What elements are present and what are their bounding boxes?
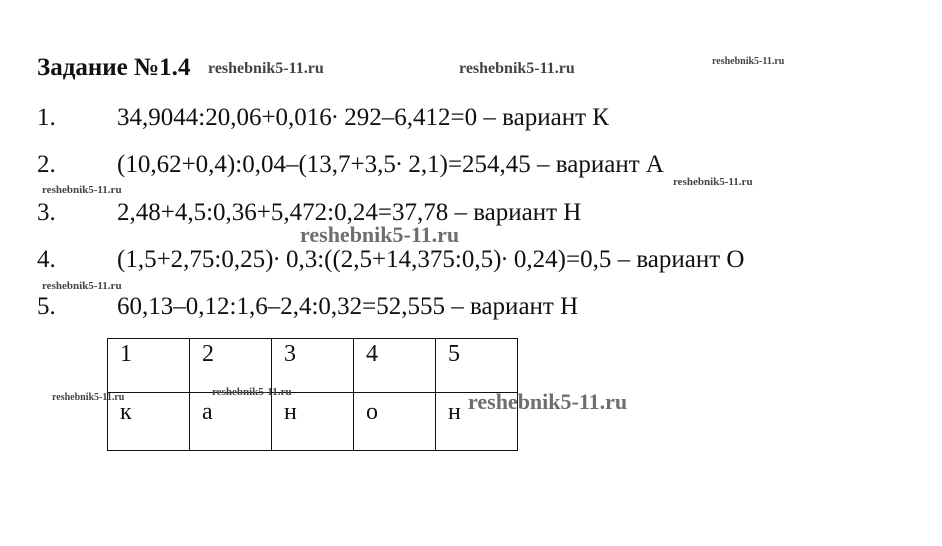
item-text: 60,13–0,12:1,6–2,4:0,32=52,555 – вариант Н (117, 293, 579, 320)
item-number: 3. (37, 199, 56, 226)
watermark: reshebnik5-11.ru (673, 176, 753, 188)
item-text: 34,9044:20,06+0,016∙ 292–6,412=0 – вариант К (117, 104, 609, 131)
watermark: reshebnik5-11.ru (712, 56, 785, 67)
watermark: reshebnik5-11.ru (42, 184, 122, 196)
watermark: reshebnik5-11.ru (208, 60, 324, 77)
table-header-cell: 1 (108, 339, 190, 393)
watermark: reshebnik5-11.ru (212, 386, 292, 398)
table-header-cell: 5 (436, 339, 518, 393)
table-cell: н (272, 393, 354, 451)
table-row (108, 393, 518, 451)
item-number: 5. (37, 293, 56, 320)
item-number: 4. (37, 246, 56, 273)
watermark: reshebnik5-11.ru (300, 222, 460, 247)
item-number: 2. (37, 151, 56, 178)
table-cell: о (354, 393, 436, 451)
task-title: Задание №1.4 (37, 54, 191, 81)
item-number: 1. (37, 104, 56, 131)
watermark: reshebnik5-11.ru (42, 280, 122, 292)
answer-table (107, 338, 518, 451)
item-text: (1,5+2,75:0,25)∙ 0,3:((2,5+14,375:0,5)∙ 0,24)=0,5 – вариант О (117, 246, 745, 273)
watermark: reshebnik5-11.ru (468, 389, 628, 414)
table-header-cell: 4 (354, 339, 436, 393)
table-header-cell: 2 (190, 339, 272, 393)
item-text: (10,62+0,4):0,04–(13,7+3,5∙ 2,1)=254,45 – вариант А (117, 151, 664, 178)
table-header-cell: 3 (272, 339, 354, 393)
table-cell: к (108, 393, 190, 451)
watermark: reshebnik5-11.ru (52, 392, 125, 403)
item-text: 2,48+4,5:0,36+5,472:0,24=37,78 – вариант Н (117, 199, 582, 226)
table-cell: а (190, 393, 272, 451)
table-header-row (108, 339, 518, 393)
table-cell: н (436, 393, 518, 451)
watermark: reshebnik5-11.ru (459, 60, 575, 77)
